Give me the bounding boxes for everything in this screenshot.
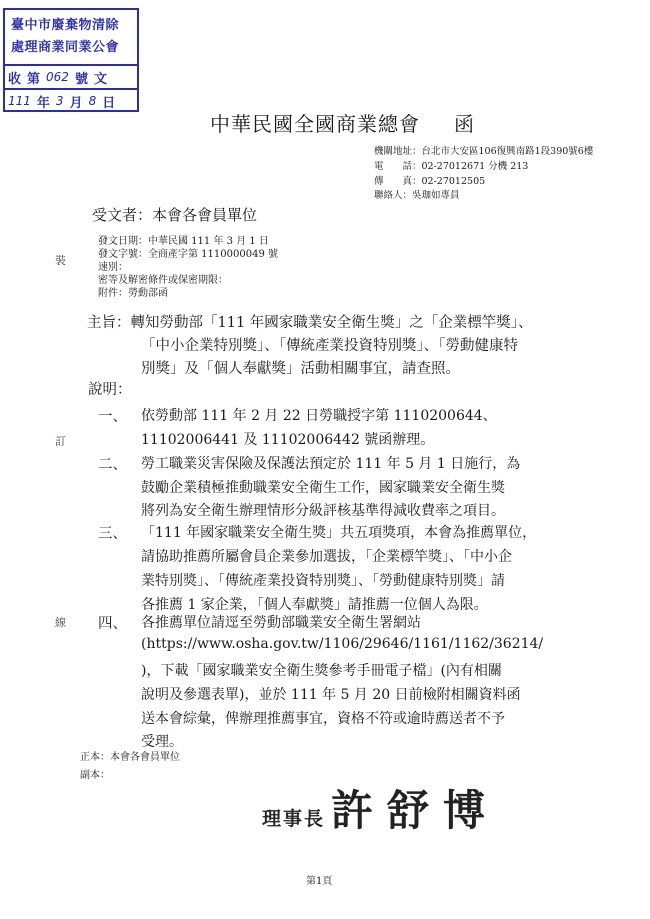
item-line: 送本會綜彙，俾辦理推薦事宜，資格不符或逾時薦送者不予 bbox=[141, 711, 505, 727]
item-line: 說明及參選表單)，並於 111 年 5 月 20 日前檢附相關資料函 bbox=[141, 687, 521, 703]
stamp-receipt-label: 收 bbox=[8, 71, 22, 87]
binding-mark: 訂 bbox=[55, 435, 66, 448]
speed-class: 速別： bbox=[98, 262, 128, 273]
stamp-org-line-1: 臺中市廢棄物清除 bbox=[11, 18, 120, 33]
item-line: 11102006441 及 11102006442 號函辦理。 bbox=[141, 432, 435, 448]
addressee: 受文者：本會各會員單位 bbox=[92, 206, 258, 224]
stamp-number: 062 bbox=[46, 70, 69, 84]
stamp-year-label: 年 bbox=[36, 95, 50, 111]
issue-date: 發文日期：中華民國 111 年 3 月 1 日 bbox=[98, 236, 269, 247]
item-number: 一、 bbox=[98, 409, 127, 425]
binding-mark: 線 bbox=[55, 616, 66, 629]
receipt-stamp bbox=[3, 8, 139, 112]
contact-person: 聯絡人：吳珈如專員 bbox=[374, 190, 460, 201]
item-line: 鼓勵企業積極推動職業安全衛生工作，國家職業安全衛生獎 bbox=[141, 480, 505, 496]
stamp-month-label: 月 bbox=[69, 95, 83, 111]
item-line: )，下載「國家職業安全衛生獎參考手冊電子檔」(內有相關 bbox=[141, 663, 502, 679]
item-line: 各推薦 1 家企業，「個人奉獻獎」請推薦一位個人為限。 bbox=[141, 597, 488, 613]
stamp-day: 8 bbox=[88, 94, 97, 108]
stamp-year: 111 bbox=[8, 94, 31, 108]
item-number: 四、 bbox=[98, 616, 127, 632]
signature-title: 理事長 bbox=[262, 808, 326, 830]
stamp-doc-label: 文 bbox=[93, 71, 107, 87]
stamp-month: 3 bbox=[55, 94, 64, 108]
sender-name: 中華民國全國商業總會 bbox=[210, 112, 420, 136]
item-line: 各推薦單位請逕至勞動部職業安全衛生署網站 bbox=[141, 615, 421, 631]
item-number: 二、 bbox=[98, 457, 127, 473]
document-type: 函 bbox=[454, 112, 475, 136]
document-title bbox=[210, 108, 475, 137]
stamp-day-label: 日 bbox=[102, 95, 116, 111]
contact-address: 機關地址：台北市大安區106復興南路1段390號6樓 bbox=[374, 146, 594, 157]
attachment: 附件：勞動部函 bbox=[98, 288, 168, 299]
item-line: 請協助推薦所屬會員企業參加選拔，「企業標竿獎」、「中小企 bbox=[141, 549, 512, 565]
signature bbox=[262, 778, 499, 838]
item-line: 「111 年國家職業安全衛生獎」共五項獎項，本會為推薦單位， bbox=[141, 525, 537, 541]
copy-recipient: 副本： bbox=[80, 770, 110, 781]
page-number: 第1頁 bbox=[306, 876, 333, 887]
item-line: 依勞動部 111 年 2 月 22 日勞職授字第 1110200644、 bbox=[141, 408, 497, 424]
explanation-label: 說明： bbox=[88, 382, 132, 398]
reference-number: 發文字號：全商產字第 1110000049 號 bbox=[98, 249, 278, 260]
stamp-date-row bbox=[5, 88, 137, 112]
stamp-number-label: 第 bbox=[27, 71, 41, 87]
stamp-number-suffix: 號 bbox=[74, 71, 88, 87]
stamp-number-row bbox=[5, 64, 137, 88]
security-level: 密等及解密條件或保密期限： bbox=[98, 275, 228, 286]
item-line: 受理。 bbox=[141, 734, 183, 750]
contact-phone: 電 話：02-27012671 分機 213 bbox=[374, 161, 529, 172]
stamp-org-line-2: 處理商業同業公會 bbox=[11, 40, 120, 55]
subject-line-3: 別獎」及「個人奉獻獎」活動相關事宜，請查照。 bbox=[141, 361, 460, 377]
binding-mark: 裝 bbox=[55, 254, 66, 267]
item-number: 三、 bbox=[98, 526, 127, 542]
item-line: 業特別獎」、「傳統產業投資特別獎」、「勞動健康特別獎」請 bbox=[141, 573, 505, 589]
item-line: 將列為安全衛生辦理情形分級評核基準得減收費率之項目。 bbox=[141, 503, 505, 519]
primary-recipient: 正本：本會各會員單位 bbox=[80, 752, 180, 763]
contact-fax: 傳 真：02-27012505 bbox=[374, 176, 486, 187]
item-line: 勞工職業災害保險及保護法預定於 111 年 5 月 1 日施行，為 bbox=[141, 456, 521, 472]
item-line: (https://www.osha.gov.tw/1106/29646/1161/1162/36214/ bbox=[141, 636, 544, 652]
subject-line-1: 主旨：轉知勞動部「111 年國家職業安全衛生獎」之「企業標竿獎」、 bbox=[87, 315, 533, 331]
subject-line-2: 「中小企業特別獎」、「傳統產業投資特別獎」、「勞動健康特 bbox=[141, 338, 518, 354]
signature-name: 許舒博 bbox=[331, 786, 500, 835]
